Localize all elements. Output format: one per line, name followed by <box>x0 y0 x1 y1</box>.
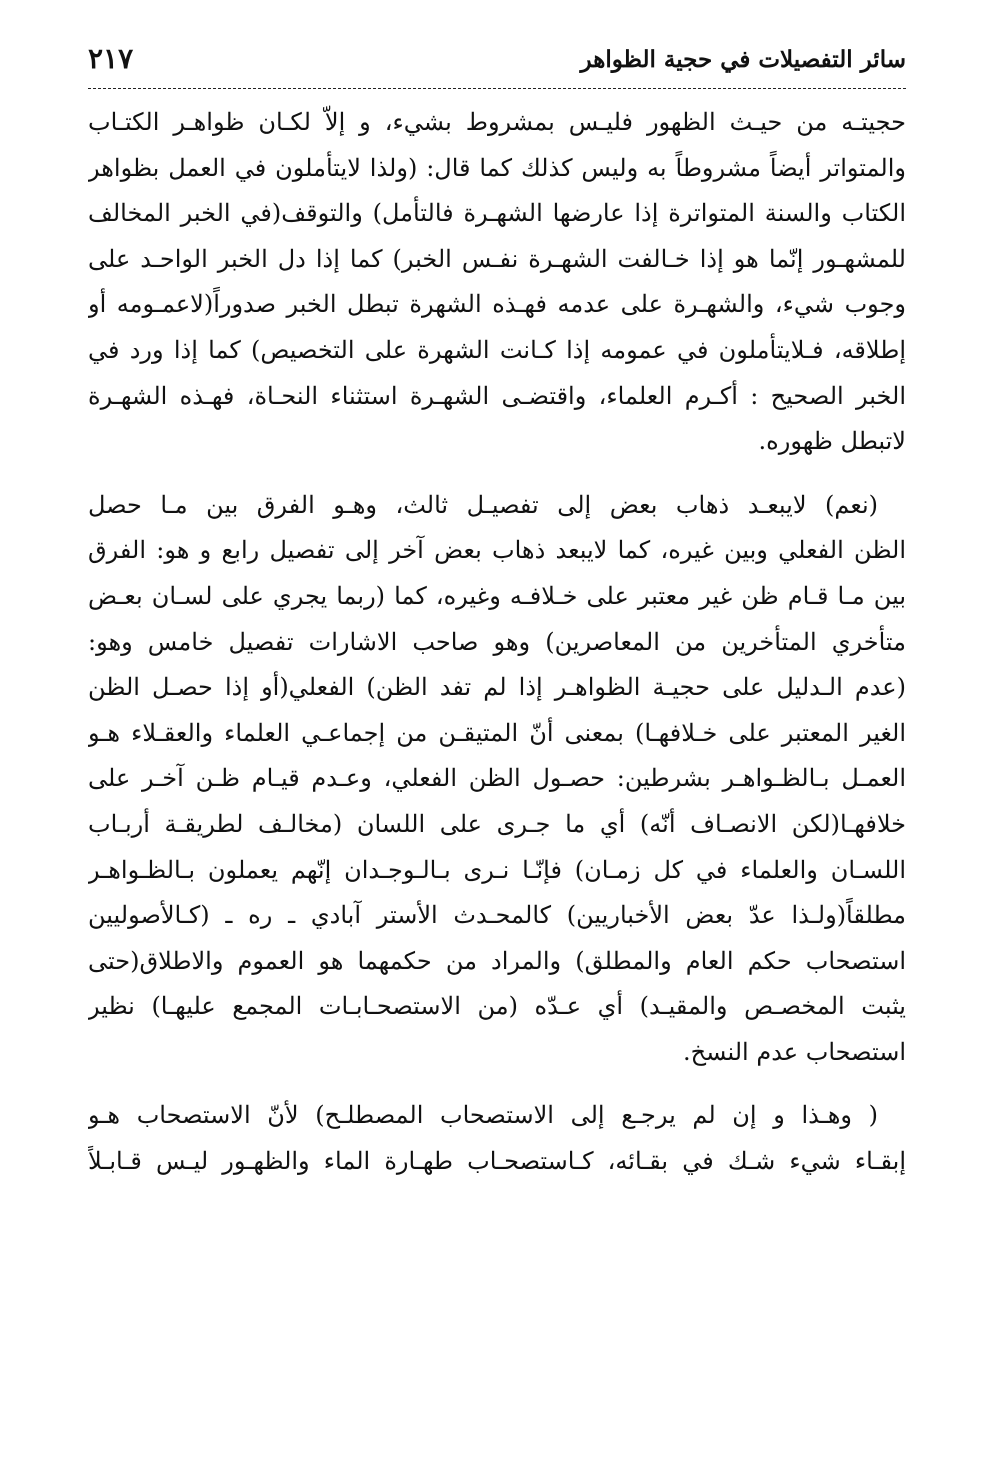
text-line: اللسـان والعلماء في كل زمـان) فإنّـا نـرى بـالـوجـدان إنّهم يعملون بـالظـواهـر <box>88 855 906 884</box>
body-text <box>88 100 906 1203</box>
text-line: ( وهـذا و إن لم يرجـع إلى الاستصحاب المصطلـح) لأنّ الاستصحاب هـو <box>88 1101 878 1130</box>
paragraph <box>88 100 906 465</box>
text-line: والمتواتر أيضاً مشروطاً به وليس كذلك كما قال: (ولذا لايتأملون في العمل بظواهر <box>88 153 906 182</box>
text-line: وجوب شيء، والشهـرة على عدمه فهـذه الشهرة تبطل الخبر صدوراً(لاعمـومه أو <box>88 290 906 319</box>
text-line: يثبت المخصـص والمقيـد) أي عـدّه (من الاستصحـابـات المجمع عليهـا) نظير <box>88 992 906 1021</box>
text-line: لاتبطل ظهوره. <box>758 427 906 456</box>
text-line: إطلاقه، فـلايتأملون في عمومه إذا كـانت الشهرة على التخصيص) كما إذا ورد في <box>88 335 906 364</box>
text-line: بين مـا قـام ظن غير معتبر على خـلافـه وغيره، كما (ربما يجري على لسـان بعـض <box>88 581 906 610</box>
text-line: حجيتـه من حيـث الظهور فليـس بمشروط بشيء، و إلاّ لكـان ظواهـر الكتـاب <box>88 108 906 136</box>
text-line: متأخري المتأخرين من المعاصرين) وهو صاحب الاشارات تفصيل خامس وهو: <box>88 627 906 656</box>
text-line: استصحاب حكم العام والمطلق) والمراد من حكمهما هو العموم والاطلاق(حتى <box>88 946 906 975</box>
text-line: مطلقاً(ولـذا عدّ بعض الأخباريين) كالمحـدث الأستر آبادي ـ ره ـ (كـالأصوليين <box>88 901 906 930</box>
text-line: إبقـاء شيء شـك في بقـائه، كـاستصحـاب طهـارة الماء والظهـور ليـس قـابـلاً <box>88 1147 906 1176</box>
running-title: سائر التفصيلات في حجية الظواهر <box>580 46 906 73</box>
text-line: للمشهـور إنّما هو إذا خـالفت الشهـرة نفـس الخبر) كما إذا دل الخبر الواحـد على <box>88 244 906 273</box>
text-line: (عدم الـدليل على حجيـة الظواهـر إذا لم تفد الظن) الفعلي(أو إذا حصـل الظن <box>88 673 906 702</box>
page-number: ٢١٧ <box>88 42 134 75</box>
text-line: الخبر الصحيح : أكـرم العلماء، واقتضـى الشهـرة استثناء النحـاة، فهـذه الشهـرة <box>88 381 906 410</box>
paragraph <box>88 483 906 1076</box>
text-line: خلافهـا(لكن الانصـاف أنّه) أي ما جـرى على اللسان (مخالـف لطريقـة أربـاب <box>88 809 906 838</box>
paragraph <box>88 1093 906 1184</box>
page-header <box>88 40 906 89</box>
text-line: الكتاب والسنة المتواترة إذا عارضها الشهـرة فالتأمل) والتوقف(في الخبر المخالف <box>88 199 906 228</box>
text-line: الغير المعتبر على خـلافهـا) بمعنى أنّ المتيقـن من إجماعـي العلماء والعقـلاء هـو <box>88 718 906 747</box>
text-line: الظن الفعلي وبين غيره، كما لايبعد ذهاب بعض آخر إلى تفصيل رابع و هو: الفرق <box>88 536 906 565</box>
text-line: العمـل بـالظـواهـر بشرطين: حصـول الظن الفعلي، وعـدم قيـام ظـن آخـر على <box>88 764 906 793</box>
text-line: استصحاب عدم النسخ. <box>682 1037 906 1066</box>
text-line: (نعم) لايبعـد ذهاب بعض إلى تفصيـل ثالث، وهـو الفرق بين مـا حصل <box>88 490 878 519</box>
